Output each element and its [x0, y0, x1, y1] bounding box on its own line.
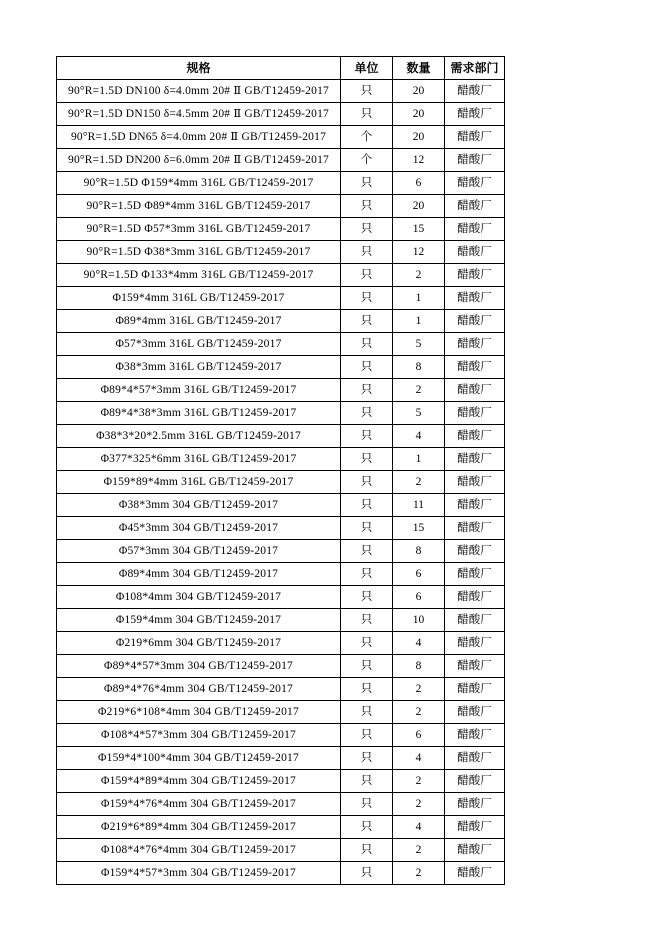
cell-spec: 90°R=1.5D DN200 δ=6.0mm 20# Ⅱ GB/T12459-2017	[57, 149, 341, 172]
spec-table-container	[56, 56, 504, 885]
cell-department: 醋酸厂	[445, 195, 505, 218]
table-row	[57, 724, 505, 747]
cell-department: 醋酸厂	[445, 218, 505, 241]
cell-spec: 90°R=1.5D Φ57*3mm 316L GB/T12459-2017	[57, 218, 341, 241]
cell-quantity: 5	[393, 333, 445, 356]
table-row	[57, 563, 505, 586]
cell-quantity: 2	[393, 678, 445, 701]
cell-quantity: 2	[393, 839, 445, 862]
cell-quantity: 2	[393, 862, 445, 885]
table-row	[57, 287, 505, 310]
cell-spec: Φ45*3mm 304 GB/T12459-2017	[57, 517, 341, 540]
cell-spec: Φ159*4*89*4mm 304 GB/T12459-2017	[57, 770, 341, 793]
table-row	[57, 241, 505, 264]
cell-unit: 只	[341, 540, 393, 563]
cell-spec: Φ159*4*57*3mm 304 GB/T12459-2017	[57, 862, 341, 885]
cell-unit: 只	[341, 172, 393, 195]
cell-spec: Φ89*4*57*3mm 304 GB/T12459-2017	[57, 655, 341, 678]
cell-unit: 只	[341, 816, 393, 839]
cell-department: 醋酸厂	[445, 149, 505, 172]
cell-spec: Φ38*3mm 304 GB/T12459-2017	[57, 494, 341, 517]
cell-unit: 只	[341, 609, 393, 632]
cell-department: 醋酸厂	[445, 586, 505, 609]
table-row	[57, 678, 505, 701]
table-row	[57, 448, 505, 471]
cell-department: 醋酸厂	[445, 471, 505, 494]
table-body	[57, 80, 505, 885]
table-row	[57, 425, 505, 448]
column-header-quantity: 数量	[393, 57, 445, 80]
table-row	[57, 80, 505, 103]
cell-quantity: 15	[393, 218, 445, 241]
table-row	[57, 816, 505, 839]
cell-spec: 90°R=1.5D DN65 δ=4.0mm 20# Ⅱ GB/T12459-2017	[57, 126, 341, 149]
table-row	[57, 632, 505, 655]
cell-spec: 90°R=1.5D Φ133*4mm 316L GB/T12459-2017	[57, 264, 341, 287]
cell-unit: 只	[341, 80, 393, 103]
cell-unit: 个	[341, 149, 393, 172]
cell-department: 醋酸厂	[445, 356, 505, 379]
cell-spec: 90°R=1.5D Φ38*3mm 316L GB/T12459-2017	[57, 241, 341, 264]
cell-quantity: 20	[393, 126, 445, 149]
table-row	[57, 862, 505, 885]
cell-spec: 90°R=1.5D Φ89*4mm 316L GB/T12459-2017	[57, 195, 341, 218]
cell-unit: 只	[341, 195, 393, 218]
cell-department: 醋酸厂	[445, 701, 505, 724]
cell-quantity: 4	[393, 632, 445, 655]
table-row	[57, 770, 505, 793]
cell-quantity: 2	[393, 701, 445, 724]
cell-spec: Φ108*4*76*4mm 304 GB/T12459-2017	[57, 839, 341, 862]
table-header-row	[57, 57, 505, 80]
cell-department: 醋酸厂	[445, 655, 505, 678]
table-row	[57, 172, 505, 195]
cell-unit: 只	[341, 425, 393, 448]
cell-quantity: 12	[393, 149, 445, 172]
cell-spec: Φ108*4*57*3mm 304 GB/T12459-2017	[57, 724, 341, 747]
cell-spec: Φ159*4*100*4mm 304 GB/T12459-2017	[57, 747, 341, 770]
column-header-unit: 单位	[341, 57, 393, 80]
cell-spec: Φ219*6*108*4mm 304 GB/T12459-2017	[57, 701, 341, 724]
cell-unit: 只	[341, 701, 393, 724]
cell-unit: 只	[341, 563, 393, 586]
specification-table	[56, 56, 505, 885]
cell-spec: Φ38*3*20*2.5mm 316L GB/T12459-2017	[57, 425, 341, 448]
cell-quantity: 2	[393, 379, 445, 402]
cell-unit: 只	[341, 724, 393, 747]
cell-quantity: 5	[393, 402, 445, 425]
cell-quantity: 6	[393, 586, 445, 609]
table-row	[57, 333, 505, 356]
cell-spec: Φ89*4mm 304 GB/T12459-2017	[57, 563, 341, 586]
cell-unit: 只	[341, 356, 393, 379]
cell-department: 醋酸厂	[445, 862, 505, 885]
cell-department: 醋酸厂	[445, 816, 505, 839]
cell-quantity: 20	[393, 195, 445, 218]
cell-unit: 只	[341, 839, 393, 862]
cell-department: 醋酸厂	[445, 839, 505, 862]
cell-department: 醋酸厂	[445, 379, 505, 402]
cell-unit: 只	[341, 264, 393, 287]
cell-quantity: 6	[393, 563, 445, 586]
cell-department: 醋酸厂	[445, 103, 505, 126]
table-row	[57, 264, 505, 287]
cell-spec: Φ89*4*57*3mm 316L GB/T12459-2017	[57, 379, 341, 402]
cell-unit: 只	[341, 747, 393, 770]
table-row	[57, 379, 505, 402]
cell-department: 醋酸厂	[445, 310, 505, 333]
table-row	[57, 195, 505, 218]
cell-department: 醋酸厂	[445, 517, 505, 540]
cell-department: 醋酸厂	[445, 540, 505, 563]
table-row	[57, 540, 505, 563]
cell-quantity: 1	[393, 310, 445, 333]
cell-department: 醋酸厂	[445, 563, 505, 586]
cell-unit: 只	[341, 333, 393, 356]
cell-spec: Φ89*4*38*3mm 316L GB/T12459-2017	[57, 402, 341, 425]
table-row	[57, 494, 505, 517]
cell-department: 醋酸厂	[445, 126, 505, 149]
cell-department: 醋酸厂	[445, 747, 505, 770]
cell-unit: 只	[341, 471, 393, 494]
table-row	[57, 103, 505, 126]
cell-department: 醋酸厂	[445, 264, 505, 287]
cell-unit: 只	[341, 103, 393, 126]
cell-quantity: 8	[393, 655, 445, 678]
table-row	[57, 586, 505, 609]
cell-quantity: 2	[393, 770, 445, 793]
cell-quantity: 8	[393, 540, 445, 563]
cell-spec: Φ108*4mm 304 GB/T12459-2017	[57, 586, 341, 609]
cell-spec: Φ219*6*89*4mm 304 GB/T12459-2017	[57, 816, 341, 839]
column-header-department: 需求部门	[445, 57, 505, 80]
cell-quantity: 4	[393, 816, 445, 839]
cell-spec: Φ219*6mm 304 GB/T12459-2017	[57, 632, 341, 655]
table-row	[57, 471, 505, 494]
table-row	[57, 793, 505, 816]
cell-quantity: 1	[393, 448, 445, 471]
cell-department: 醋酸厂	[445, 425, 505, 448]
cell-department: 醋酸厂	[445, 678, 505, 701]
cell-quantity: 2	[393, 471, 445, 494]
cell-unit: 只	[341, 379, 393, 402]
cell-department: 醋酸厂	[445, 632, 505, 655]
cell-spec: Φ159*4*76*4mm 304 GB/T12459-2017	[57, 793, 341, 816]
cell-quantity: 1	[393, 287, 445, 310]
cell-unit: 只	[341, 448, 393, 471]
cell-quantity: 4	[393, 425, 445, 448]
cell-quantity: 20	[393, 103, 445, 126]
cell-unit: 只	[341, 678, 393, 701]
table-row	[57, 655, 505, 678]
cell-department: 醋酸厂	[445, 793, 505, 816]
cell-quantity: 6	[393, 724, 445, 747]
cell-department: 醋酸厂	[445, 494, 505, 517]
cell-spec: 90°R=1.5D DN100 δ=4.0mm 20# Ⅱ GB/T12459-2017	[57, 80, 341, 103]
cell-quantity: 2	[393, 793, 445, 816]
cell-department: 醋酸厂	[445, 724, 505, 747]
cell-quantity: 6	[393, 172, 445, 195]
cell-spec: Φ159*4mm 316L GB/T12459-2017	[57, 287, 341, 310]
cell-spec: Φ89*4*76*4mm 304 GB/T12459-2017	[57, 678, 341, 701]
cell-spec: Φ159*4mm 304 GB/T12459-2017	[57, 609, 341, 632]
cell-spec: 90°R=1.5D DN150 δ=4.5mm 20# Ⅱ GB/T12459-2017	[57, 103, 341, 126]
table-row	[57, 517, 505, 540]
table-row	[57, 356, 505, 379]
cell-quantity: 15	[393, 517, 445, 540]
cell-quantity: 8	[393, 356, 445, 379]
table-row	[57, 402, 505, 425]
cell-unit: 只	[341, 218, 393, 241]
cell-unit: 只	[341, 517, 393, 540]
cell-unit: 只	[341, 402, 393, 425]
table-row	[57, 747, 505, 770]
cell-spec: Φ377*325*6mm 316L GB/T12459-2017	[57, 448, 341, 471]
cell-department: 醋酸厂	[445, 402, 505, 425]
cell-unit: 只	[341, 770, 393, 793]
cell-department: 醋酸厂	[445, 172, 505, 195]
cell-spec: Φ89*4mm 316L GB/T12459-2017	[57, 310, 341, 333]
cell-spec: 90°R=1.5D Φ159*4mm 316L GB/T12459-2017	[57, 172, 341, 195]
cell-quantity: 10	[393, 609, 445, 632]
cell-unit: 只	[341, 287, 393, 310]
cell-quantity: 2	[393, 264, 445, 287]
cell-unit: 个	[341, 126, 393, 149]
table-row	[57, 310, 505, 333]
cell-quantity: 20	[393, 80, 445, 103]
table-row	[57, 126, 505, 149]
cell-spec: Φ159*89*4mm 316L GB/T12459-2017	[57, 471, 341, 494]
cell-department: 醋酸厂	[445, 609, 505, 632]
cell-department: 醋酸厂	[445, 770, 505, 793]
table-row	[57, 149, 505, 172]
cell-unit: 只	[341, 862, 393, 885]
cell-unit: 只	[341, 632, 393, 655]
cell-department: 醋酸厂	[445, 241, 505, 264]
table-row	[57, 701, 505, 724]
cell-department: 醋酸厂	[445, 287, 505, 310]
cell-unit: 只	[341, 586, 393, 609]
cell-department: 醋酸厂	[445, 80, 505, 103]
cell-unit: 只	[341, 655, 393, 678]
cell-unit: 只	[341, 793, 393, 816]
cell-quantity: 12	[393, 241, 445, 264]
table-row	[57, 839, 505, 862]
cell-quantity: 4	[393, 747, 445, 770]
table-row	[57, 609, 505, 632]
cell-department: 醋酸厂	[445, 333, 505, 356]
cell-spec: Φ57*3mm 304 GB/T12459-2017	[57, 540, 341, 563]
cell-unit: 只	[341, 310, 393, 333]
cell-unit: 只	[341, 241, 393, 264]
column-header-spec: 规格	[57, 57, 341, 80]
cell-quantity: 11	[393, 494, 445, 517]
cell-unit: 只	[341, 494, 393, 517]
cell-department: 醋酸厂	[445, 448, 505, 471]
cell-spec: Φ57*3mm 316L GB/T12459-2017	[57, 333, 341, 356]
table-row	[57, 218, 505, 241]
cell-spec: Φ38*3mm 316L GB/T12459-2017	[57, 356, 341, 379]
